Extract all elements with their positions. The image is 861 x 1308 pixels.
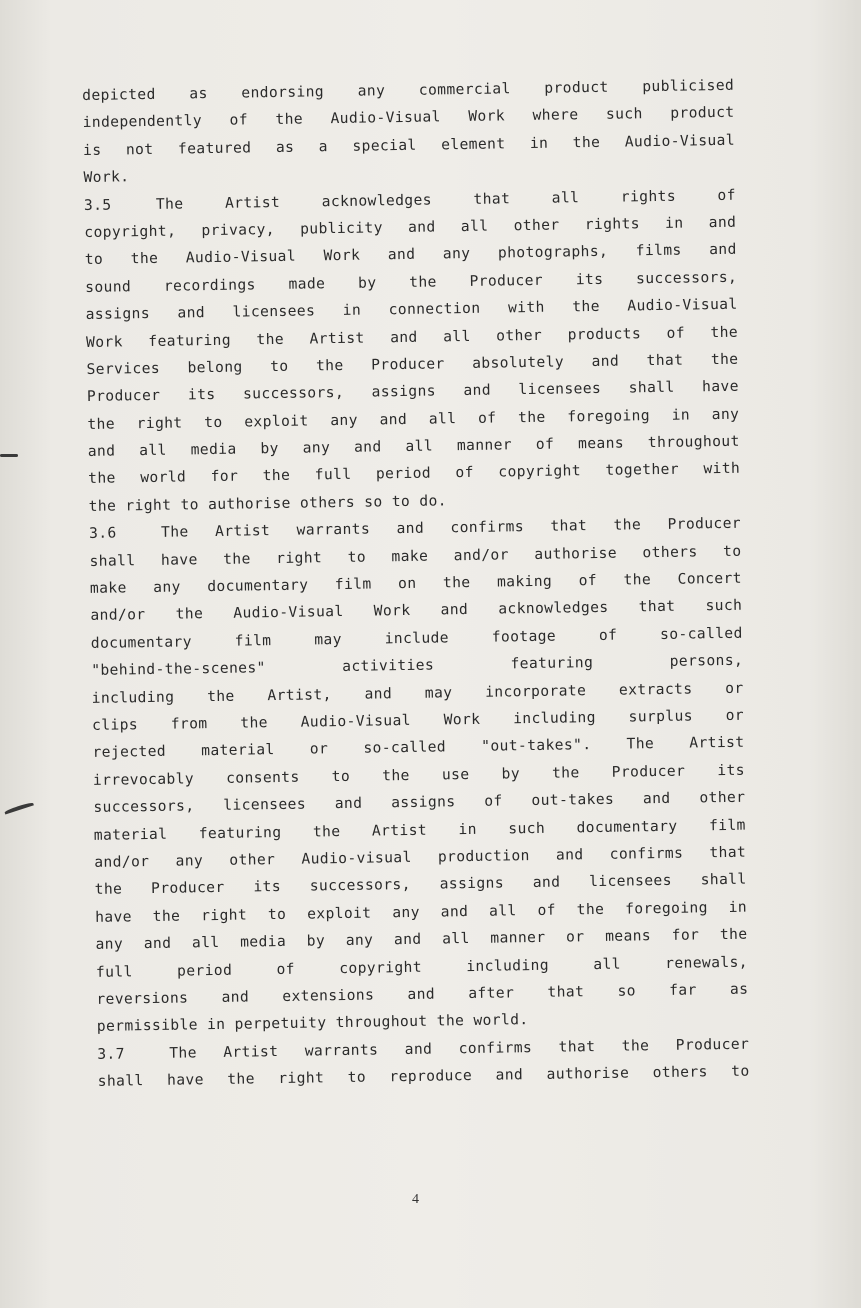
text-line: is not featured as a special element in the Audio-Visual xyxy=(82,131,736,159)
text-line: rejected material or so-called "out-takes". The Artist xyxy=(92,734,745,762)
text-line: have the right to exploit any and all of the foregoing in xyxy=(94,898,748,926)
text-line: Work featuring the Artist and all other products of the xyxy=(85,323,739,351)
text-line: shall have the right to reproduce and authorise others to xyxy=(97,1062,750,1090)
text-line: to the Audio-Visual Work and any photographs, films and xyxy=(84,241,737,269)
text-line: Work. xyxy=(83,168,130,187)
text-line: Producer its successors, assigns and licensees shall have xyxy=(86,378,739,406)
text-line: shall have the right to make and/or authorise others to xyxy=(89,542,742,570)
scan-mark xyxy=(0,454,18,457)
page-number: 4 xyxy=(412,1192,419,1207)
text-line: assigns and licensees in connection with the Audio-Visual xyxy=(85,295,738,324)
text-line: any and all media by any and all manner or means for the xyxy=(95,925,748,954)
text-line: depicted as endorsing any commercial product publicised xyxy=(82,76,735,104)
text-line: full period of copyright including all renewals, xyxy=(95,953,749,981)
text-line: material featuring the Artist in such documentary film xyxy=(93,816,746,844)
text-line: successors, licensees and assigns of out-takes and other xyxy=(93,788,746,817)
clause-number: 3.7 xyxy=(97,1045,125,1063)
text-line: reversions and extensions and after that so far as xyxy=(96,980,749,1008)
text-line: independently of the Audio-Visual Work where such product xyxy=(82,104,735,132)
text-line: copyright, privacy, publicity and all other rights in and xyxy=(84,213,737,241)
scan-mark xyxy=(4,801,34,814)
text-line: make any documentary film on the making of the Concert xyxy=(89,569,743,597)
text-line: permissible in perpetuity throughout the world. xyxy=(96,1011,529,1036)
text-line: The Artist warrants and confirms that the Producer xyxy=(160,514,742,542)
text-line: documentary film may include footage of so-called xyxy=(90,624,743,652)
text-line: sound recordings made by the Producer its successors, xyxy=(85,268,738,296)
body-text xyxy=(82,72,750,1096)
text-line: the right to authorise others so to do. xyxy=(88,492,448,515)
text-line: irrevocably consents to the use by the Producer its xyxy=(92,761,746,789)
text-line: the right to exploit any and all of the foregoing in any xyxy=(87,405,740,433)
text-line: clips from the Audio-Visual Work including surplus or xyxy=(91,706,745,734)
text-line: "behind-the-scenes" activities featuring persons, xyxy=(91,651,744,680)
clause-number: 3.6 xyxy=(88,524,117,543)
text-line: the Producer its successors, assigns and licensees shall xyxy=(94,870,747,899)
text-line: and all media by any and all manner of means throughout xyxy=(87,432,740,461)
text-line: The Artist acknowledges that all rights of xyxy=(155,186,736,213)
text-line: the world for the full period of copyright together with xyxy=(88,460,741,488)
text-line: Services belong to the Producer absolutely and that the xyxy=(86,350,739,378)
clause-number: 3.5 xyxy=(83,196,112,214)
text-line: and/or any other Audio-visual production and confirms that xyxy=(94,843,747,871)
text-line: The Artist warrants and confirms that the Producer xyxy=(169,1035,750,1062)
text-line: and/or the Audio-Visual Work and acknowledges that such xyxy=(90,597,743,625)
text-line: including the Artist, and may incorporate extracts or xyxy=(91,679,744,707)
